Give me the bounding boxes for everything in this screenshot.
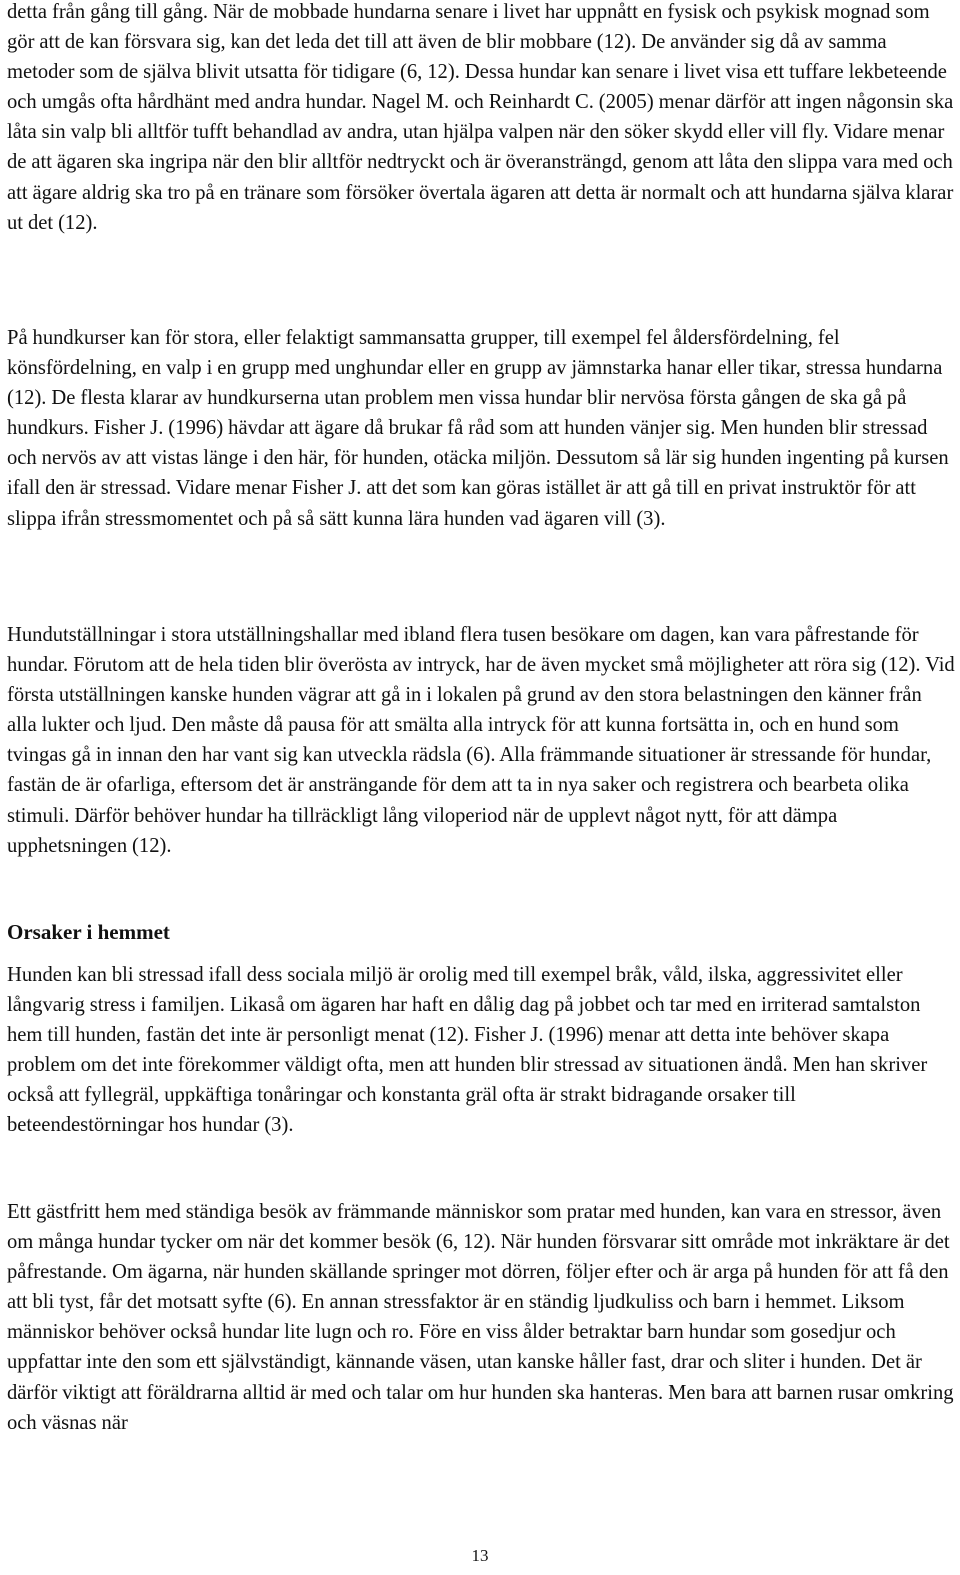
- paragraph-bullying-continuation: detta från gång till gång. När de mobbade hundarna senare i livet har uppnått en fysisk och psykisk mognad som gör att de kan försvara sig, kan det leda det till att även de blir mobbare (12). De använder sig då av samma metoder som de själva blivit utsatta för tidigare (6, 12). Dessa hundar kan senare i livet visa ett tuffare lekbeteende och umgås ofta hårdhänt med andra hundar. Nagel M. och Reinhardt C. (2005) menar därför att ingen någonsin ska låta sin valp bli alltför tufft behandlad av andra, utan hjälpa valpen när den söker skydd eller vill fly. Vidare menar de att ägaren ska ingripa när den blir alltför nedtryckt och är överansträngd, genom att låta den slippa vara med och att ägare aldrig ska tro på en tränare som försöker övertala ägaren att detta är normalt och att hundarna själva klarar ut det (12).: [7, 1, 954, 234]
- paragraph-home-social-environment: Hunden kan bli stressad ifall dess sociala miljö är orolig med till exempel bråk, våld, ilska, aggressivitet eller långvarig stress i familjen. Likaså om ägaren har haft en dålig dag på jobbet och tar med en irriterad samtalston hem till hunden, fastän det inte är personligt menat (12). Fisher J. (1996) menar att detta inte behöver skapa problem om det inte förekommer väldigt ofta, men att hunden blir stressad av situationen ändå. Men han skriver också att fyllegräl, uppkäftiga tonåringar och konstanta gräl ofta är strakt bidragande orsaker till beteendestörningar hos hundar (3).: [7, 964, 928, 1137]
- paragraph-dog-courses: På hundkurser kan för stora, eller felaktigt sammansatta grupper, till exempel fel åldersfördelning, fel könsfördelning, en valp i en grupp med unghundar eller en grupp av jämnstarka hanar eller tikar, stressa hundarna (12). De flesta klarar av hundkurserna utan problem men vissa hundar blir nervösa första gången de ska gå på hundkurs. Fisher J. (1996) hävdar att ägare då brukar få råd som att hunden vänjer sig. Men hunden blir stressad och nervös av att vistas länge i den här, för hunden, otäcka miljön. Dessutom så lär sig hunden ingenting på kursen ifall den är stressad. Vidare menar Fisher J. att det som kan göras istället är att gå till en privat instruktör för att slippa ifrån stressmomentet och på så sätt kunna lära hunden vad ägaren vill (3).: [7, 327, 949, 530]
- paragraph-home-visitors-children: Ett gästfritt hem med ständiga besök av främmande människor som pratar med hunden, kan vara en stressor, även om många hundar tycker om när det kommer besök (6, 12). När hunden försvarar sitt område mot inkräktare är det påfrestande. Om ägarna, när hunden skällande springer mot dörren, följer efter och är arga på hunden för att få den att bli tyst, får det motsatt syfte (6). En annan stressfaktor är en ständig ljudkuliss och barn i hemmet. Liksom människor behöver också hundar lite lugn och ro. Före en viss ålder betraktar barn hundar som gosedjur och uppfattar inte den som ett självständigt, kännande väsen, utan kanske håller fast, drar och sliter i hunden. Det är därför viktigt att föräldrarna alltid är med och talar om hur hunden ska hanteras. Men bara att barnen rusar omkring och väsnas när: [7, 1201, 954, 1434]
- page-number: 13: [471, 1546, 489, 1565]
- section-heading: Orsaker i hemmet: [7, 920, 170, 944]
- paragraph-dog-shows: Hundutställningar i stora utställningshallar med ibland flera tusen besökare om dagen, kan vara påfrestande för hundar. Förutom att de hela tiden blir överösta av intryck, har de även mycket små möjligheter att röra sig (12). Vid första utställningen kanske hunden vägrar att gå in i lokalen på grund av den stora belastningen den känner från alla lukter och ljud. Den måste då pausa för att smälta alla intryck för att kunna fortsätta in, och en hund som tvingas gå in innan den har vant sig kan utveckla rädsla (6). Alla främmande situationer är stressande för hundar, fastän de är ofarliga, eftersom det är ansträngande för dem att ta in nya saker och registrera och bearbeta olika stimuli. Därför behöver hundar ha tillräckligt lång viloperiod när de upplevt något nytt, för att dämpa upphetsningen (12).: [7, 624, 955, 857]
